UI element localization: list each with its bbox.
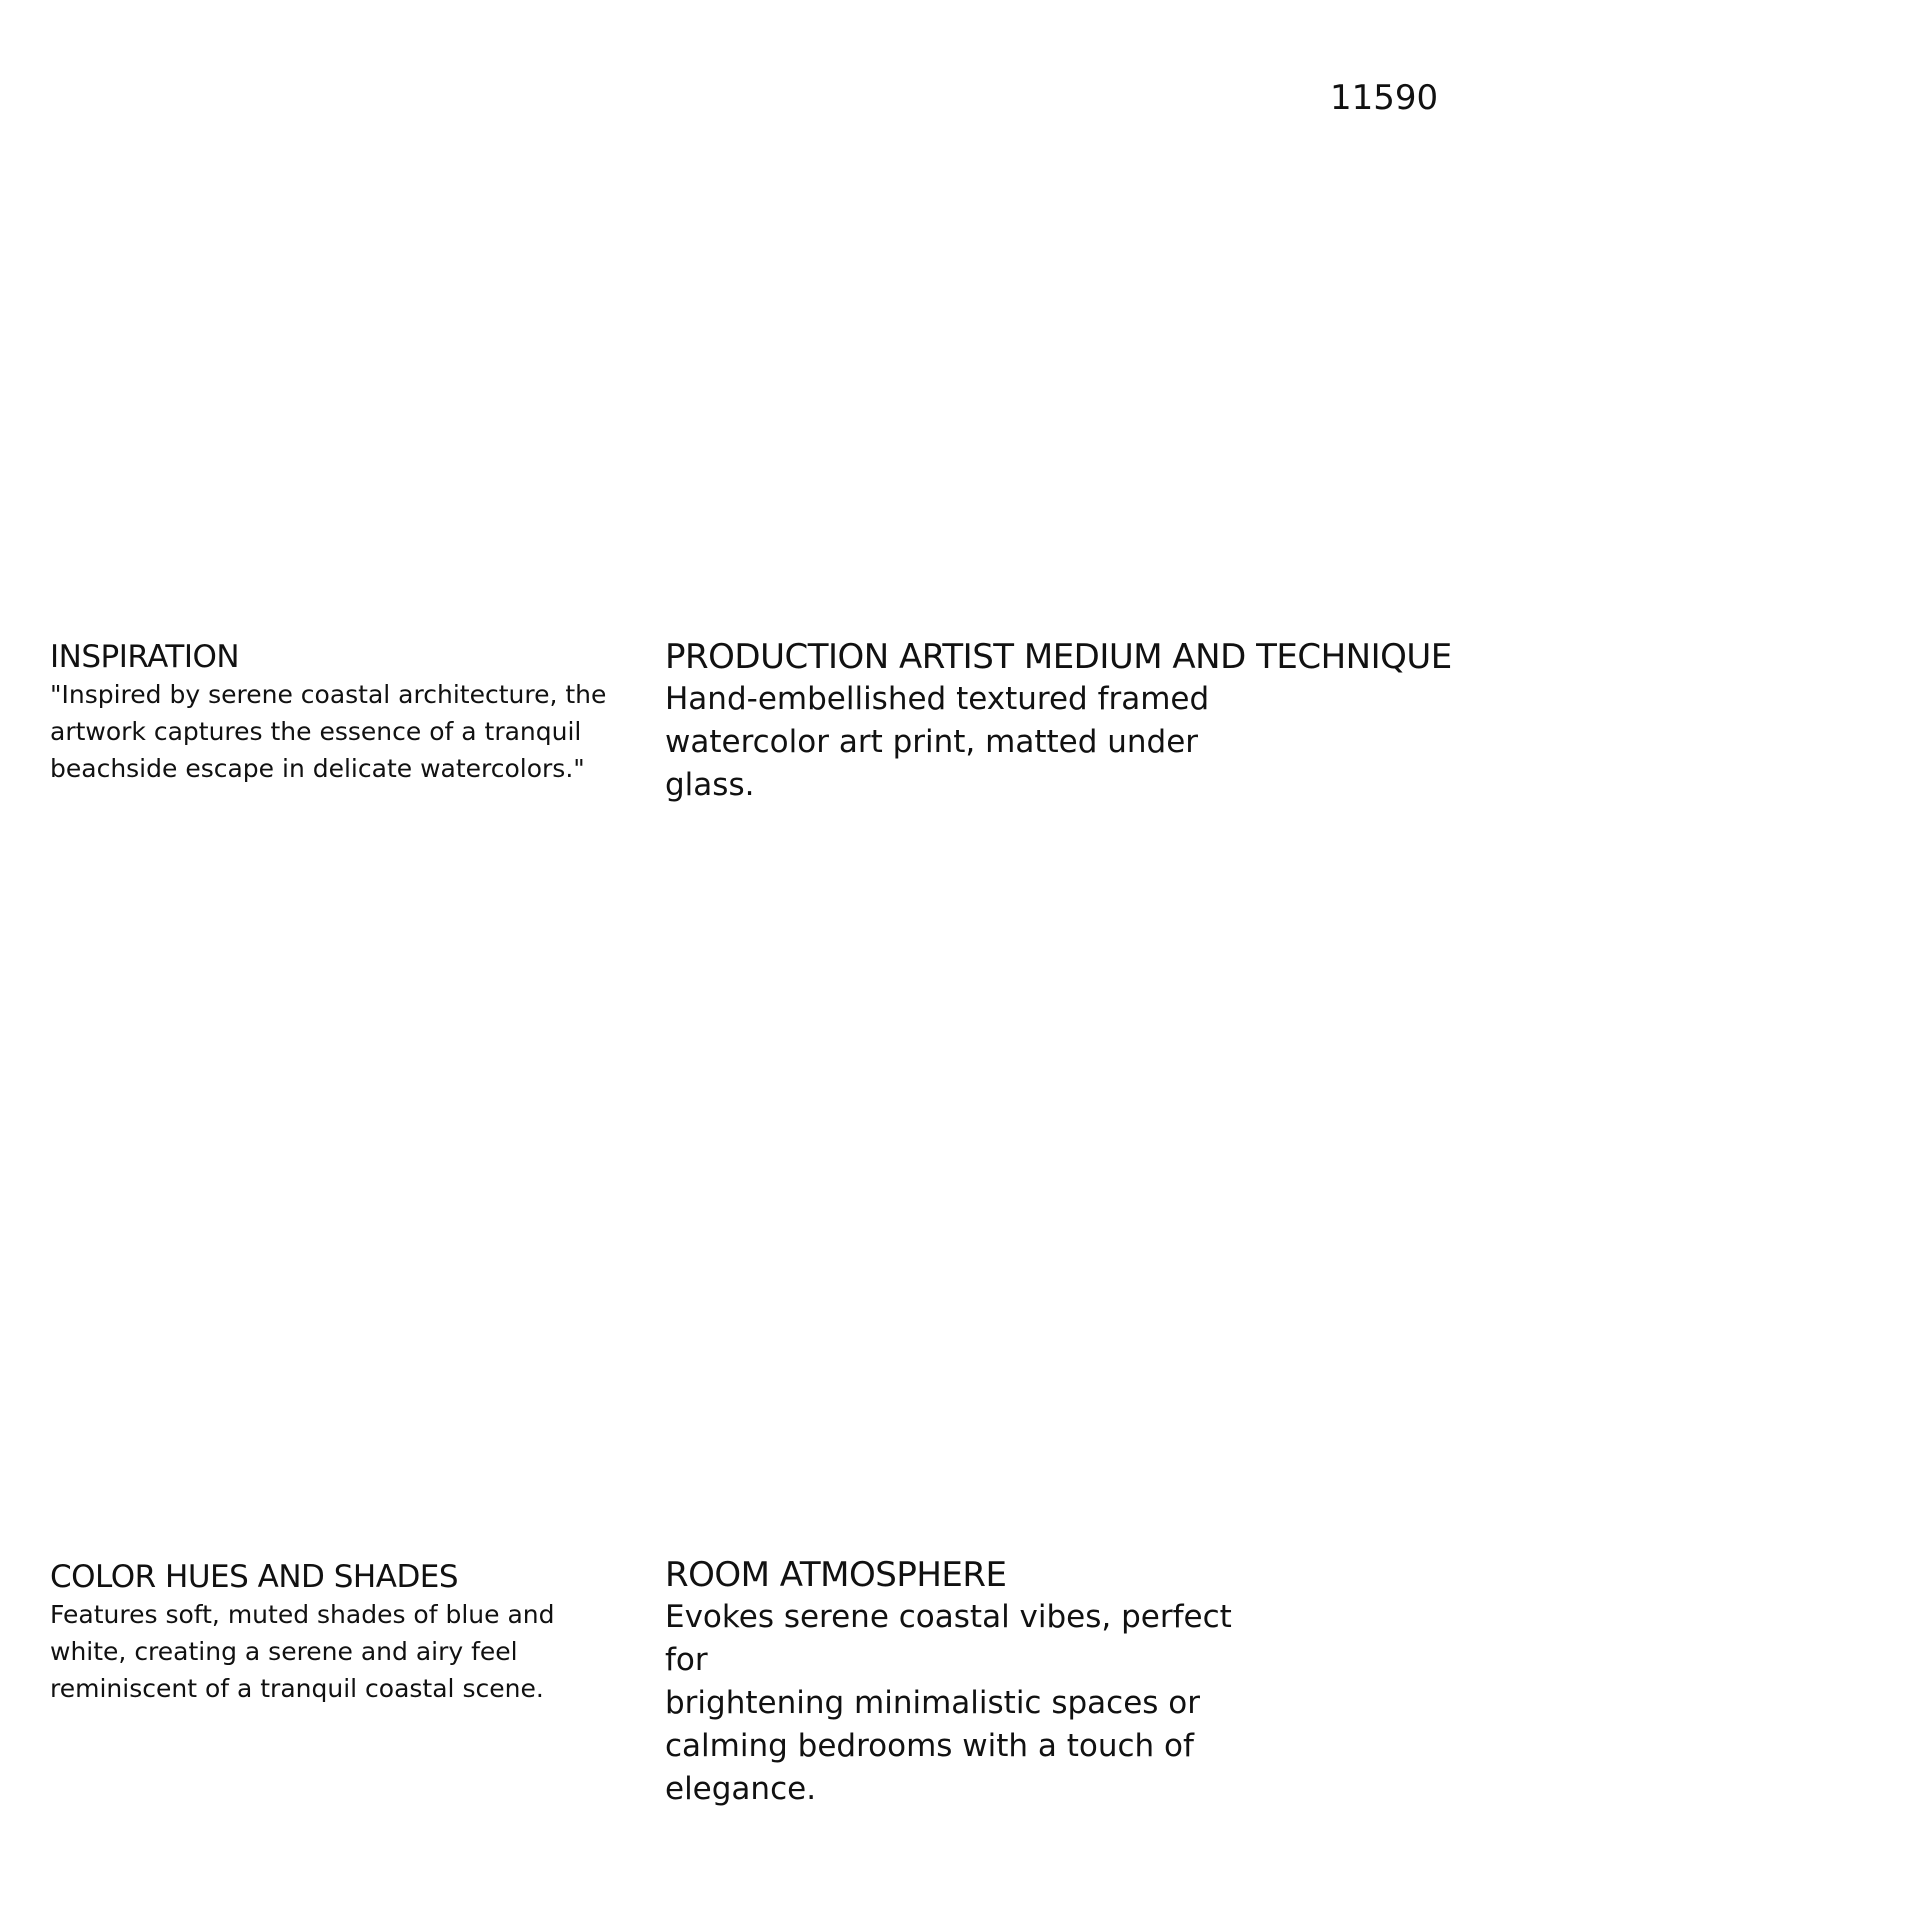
- color-text: [50, 1596, 590, 1707]
- production-line: Hand-embellished textured framed: [665, 681, 1210, 717]
- inspiration-text: [50, 676, 610, 787]
- room-text: [665, 1596, 1265, 1811]
- color-section: [50, 1558, 590, 1707]
- production-section: [665, 636, 1535, 807]
- production-text: [665, 678, 1265, 807]
- color-line: reminiscent of a tranquil coastal scene.: [50, 1674, 544, 1703]
- room-section: [665, 1554, 1265, 1811]
- color-line: white, creating a serene and airy feel: [50, 1637, 518, 1666]
- product-code: 11590: [1330, 78, 1439, 118]
- inspiration-heading: INSPIRATION: [50, 639, 240, 675]
- room-line: Evokes serene coastal vibes, perfect for: [665, 1599, 1232, 1678]
- room-line: elegance.: [665, 1771, 817, 1807]
- inspiration-line: artwork captures the essence of a tranquil: [50, 717, 582, 746]
- room-heading: ROOM ATMOSPHERE: [665, 1555, 1007, 1595]
- room-line: brightening minimalistic spaces or: [665, 1685, 1200, 1721]
- inspiration-line: beachside escape in delicate watercolors.": [50, 754, 585, 783]
- color-line: Features soft, muted shades of blue and: [50, 1600, 555, 1629]
- color-heading: COLOR HUES AND SHADES: [50, 1559, 459, 1595]
- inspiration-section: [50, 638, 610, 787]
- inspiration-line: "Inspired by serene coastal architecture, the: [50, 680, 607, 709]
- production-line: watercolor art print, matted under glass.: [665, 724, 1199, 803]
- production-heading: PRODUCTION ARTIST MEDIUM AND TECHNIQUE: [665, 637, 1452, 677]
- room-line: calming bedrooms with a touch of: [665, 1728, 1194, 1764]
